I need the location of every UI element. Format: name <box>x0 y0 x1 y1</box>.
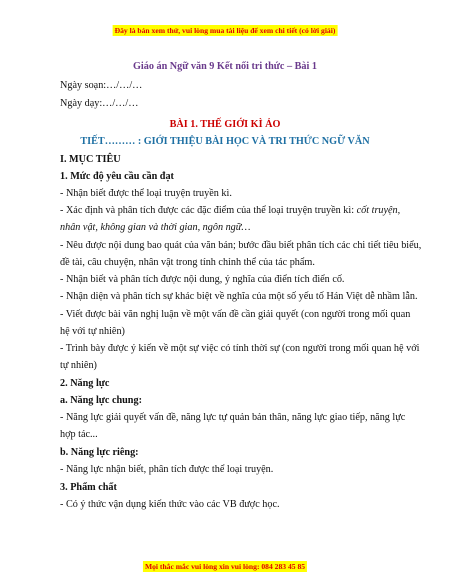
list-item-continuation: tự nhiên) <box>60 360 97 371</box>
lesson-subtitle: TIẾT……… : GIỚI THIỆU BÀI HỌC VÀ TRI THỨC NGỮ VĂN <box>80 136 370 147</box>
lesson-title: BÀI 1. THẾ GIỚI KÌ ẢO <box>169 119 281 130</box>
list-item: - Nhận diện và phân tích sự khác biệt về nghĩa của một số yếu tố Hán Việt dễ nhầm lẫn. <box>60 291 418 302</box>
list-item: - Nhận biết được thể loại truyện truyền kì. <box>60 188 232 199</box>
ngay-day: Ngày dạy:…/…/… <box>60 98 139 109</box>
subsection-muc-do-yeu-cau: 1. Mức độ yêu cầu cần đạt <box>60 171 174 182</box>
section-muc-tieu: I. MỤC TIÊU <box>60 154 121 165</box>
list-item: - Trình bày được ý kiến về một sự việc có tính thời sự (con người trong mối quan hệ với <box>60 343 420 354</box>
preview-notice-banner: Đây là bản xem thử, vui lòng mua tài liệu để xem chi tiết (có lời giải) <box>114 26 336 35</box>
list-item-text: - Xác định và phân tích được các đặc điểm của thể loại truyện truyền kì: <box>60 205 357 216</box>
contact-banner: Mọi thắc mắc vui lòng xin vui lòng: 084 283 45 85 <box>144 562 306 571</box>
list-item-continuation: đề tài, câu chuyện, nhân vật trong tính chỉnh thể của tác phẩm. <box>60 257 315 268</box>
ngay-soan: Ngày soạn:…/…/… <box>60 80 143 91</box>
subsection-pham-chat: 3. Phẩm chất <box>60 482 117 493</box>
list-item: - Năng lực giải quyết vấn đề, năng lực tự quản bản thân, năng lực giao tiếp, năng lực <box>60 412 406 423</box>
list-item: - Nêu được nội dung bao quát của văn bản; bước đầu biết phân tích các chi tiết tiêu biểu, <box>60 240 422 251</box>
list-item: - Có ý thức vận dụng kiến thức vào các VB được học. <box>60 499 280 510</box>
list-item: - Nhận biết và phân tích được nội dung, ý nghĩa của điển tích điển cố. <box>60 274 345 285</box>
list-item-continuation <box>60 221 392 234</box>
document-title: Giáo án Ngữ văn 9 Kết nối tri thức – Bài 1 <box>132 61 317 72</box>
list-item: - Năng lực nhận biết, phân tích được thể loại truyện. <box>60 464 274 475</box>
subsection-nang-luc-chung: a. Năng lực chung: <box>60 395 142 406</box>
list-item-italic: nhân vật, không gian và thời gian, ngôn ngữ… <box>60 222 251 233</box>
list-item-continuation: hệ với tự nhiên) <box>60 326 125 337</box>
subsection-nang-luc-rieng: b. Năng lực riêng: <box>60 447 139 458</box>
list-item: - Viết được bài văn nghị luận về một vấn đề cần giải quyết (con người trong mối quan <box>60 309 411 320</box>
list-item-italic: cốt truyện, <box>356 205 401 216</box>
list-item <box>60 204 401 217</box>
list-item-continuation: hợp tác... <box>60 429 98 440</box>
subsection-nang-luc: 2. Năng lực <box>60 378 110 389</box>
